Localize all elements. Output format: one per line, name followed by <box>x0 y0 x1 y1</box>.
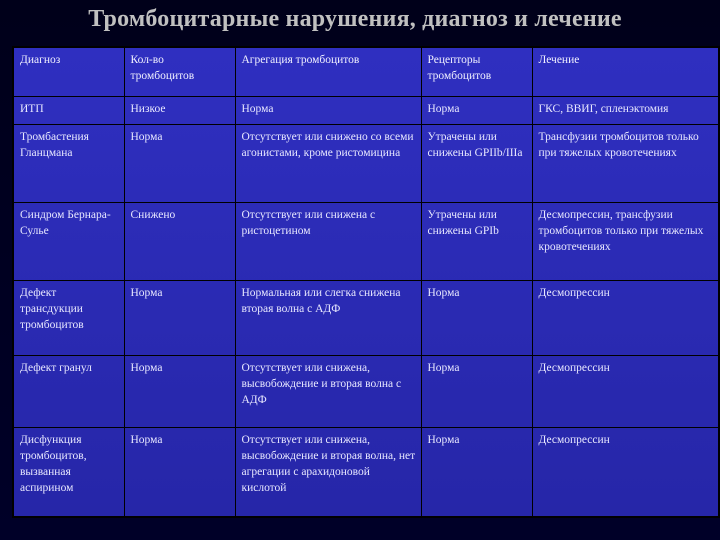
header-cell-treatment: Лечение <box>532 47 719 96</box>
table-cell: Норма <box>124 427 235 517</box>
table-row <box>13 96 719 124</box>
table-cell: Синдром Бернара-Сулье <box>13 202 124 280</box>
header-cell-aggregation: Агрегация тромбоцитов <box>235 47 421 96</box>
table-cell: Десмопрессин <box>532 355 719 427</box>
table-header-row <box>13 47 719 96</box>
header-cell-diagnosis: Диагноз <box>13 47 124 96</box>
table-cell: Десмопрессин <box>532 280 719 355</box>
table-cell: Норма <box>421 280 532 355</box>
table-row <box>13 355 719 427</box>
table-cell: Нормальная или слегка снижена вторая волна с АДФ <box>235 280 421 355</box>
table-cell: Норма <box>421 96 532 124</box>
table-cell: Отсутствует или снижена, высвобождение и вторая волна с АДФ <box>235 355 421 427</box>
disorders-table <box>12 46 720 518</box>
table-cell: Дисфункция тромбоцитов, вызванная аспирином <box>13 427 124 517</box>
table-cell: ИТП <box>13 96 124 124</box>
table-row <box>13 280 719 355</box>
table-cell: Отсутствует или снижено со всеми агонистами, кроме ристомицина <box>235 124 421 202</box>
table-cell: Норма <box>124 355 235 427</box>
table-cell: Дефект трансдукции тромбоцитов <box>13 280 124 355</box>
table-cell: ГКС, ВВИГ, спленэктомия <box>532 96 719 124</box>
table-cell: Тромбастения Гланцмана <box>13 124 124 202</box>
table-row <box>13 202 719 280</box>
table-row <box>13 124 719 202</box>
header-cell-platelet-count: Кол-во тромбоцитов <box>124 47 235 96</box>
slide-title: Тромбоцитарные нарушения, диагноз и лечение <box>88 6 622 32</box>
header-cell-receptors: Рецепторы тромбоцитов <box>421 47 532 96</box>
table-cell: Трансфузии тромбоцитов только при тяжелых кровотечениях <box>532 124 719 202</box>
table-cell: Норма <box>421 427 532 517</box>
table-cell: Дефект гранул <box>13 355 124 427</box>
table-cell: Утрачены или снижены GPIb <box>421 202 532 280</box>
table-cell: Отсутствует или снижена, высвобождение и вторая волна, нет агрегации с арахидоновой кислотой <box>235 427 421 517</box>
table-cell: Утрачены или снижены GPIIb/IIIa <box>421 124 532 202</box>
table-cell: Норма <box>235 96 421 124</box>
table-cell: Десмопрессин <box>532 427 719 517</box>
table-cell: Норма <box>124 124 235 202</box>
table-cell: Десмопрессин, трансфузии тромбоцитов только при тяжелых кровотечениях <box>532 202 719 280</box>
table-cell: Норма <box>421 355 532 427</box>
table-cell: Снижено <box>124 202 235 280</box>
table-cell: Отсутствует или снижена с ристоцетином <box>235 202 421 280</box>
table-row <box>13 427 719 517</box>
table-cell: Норма <box>124 280 235 355</box>
table-cell: Низкое <box>124 96 235 124</box>
